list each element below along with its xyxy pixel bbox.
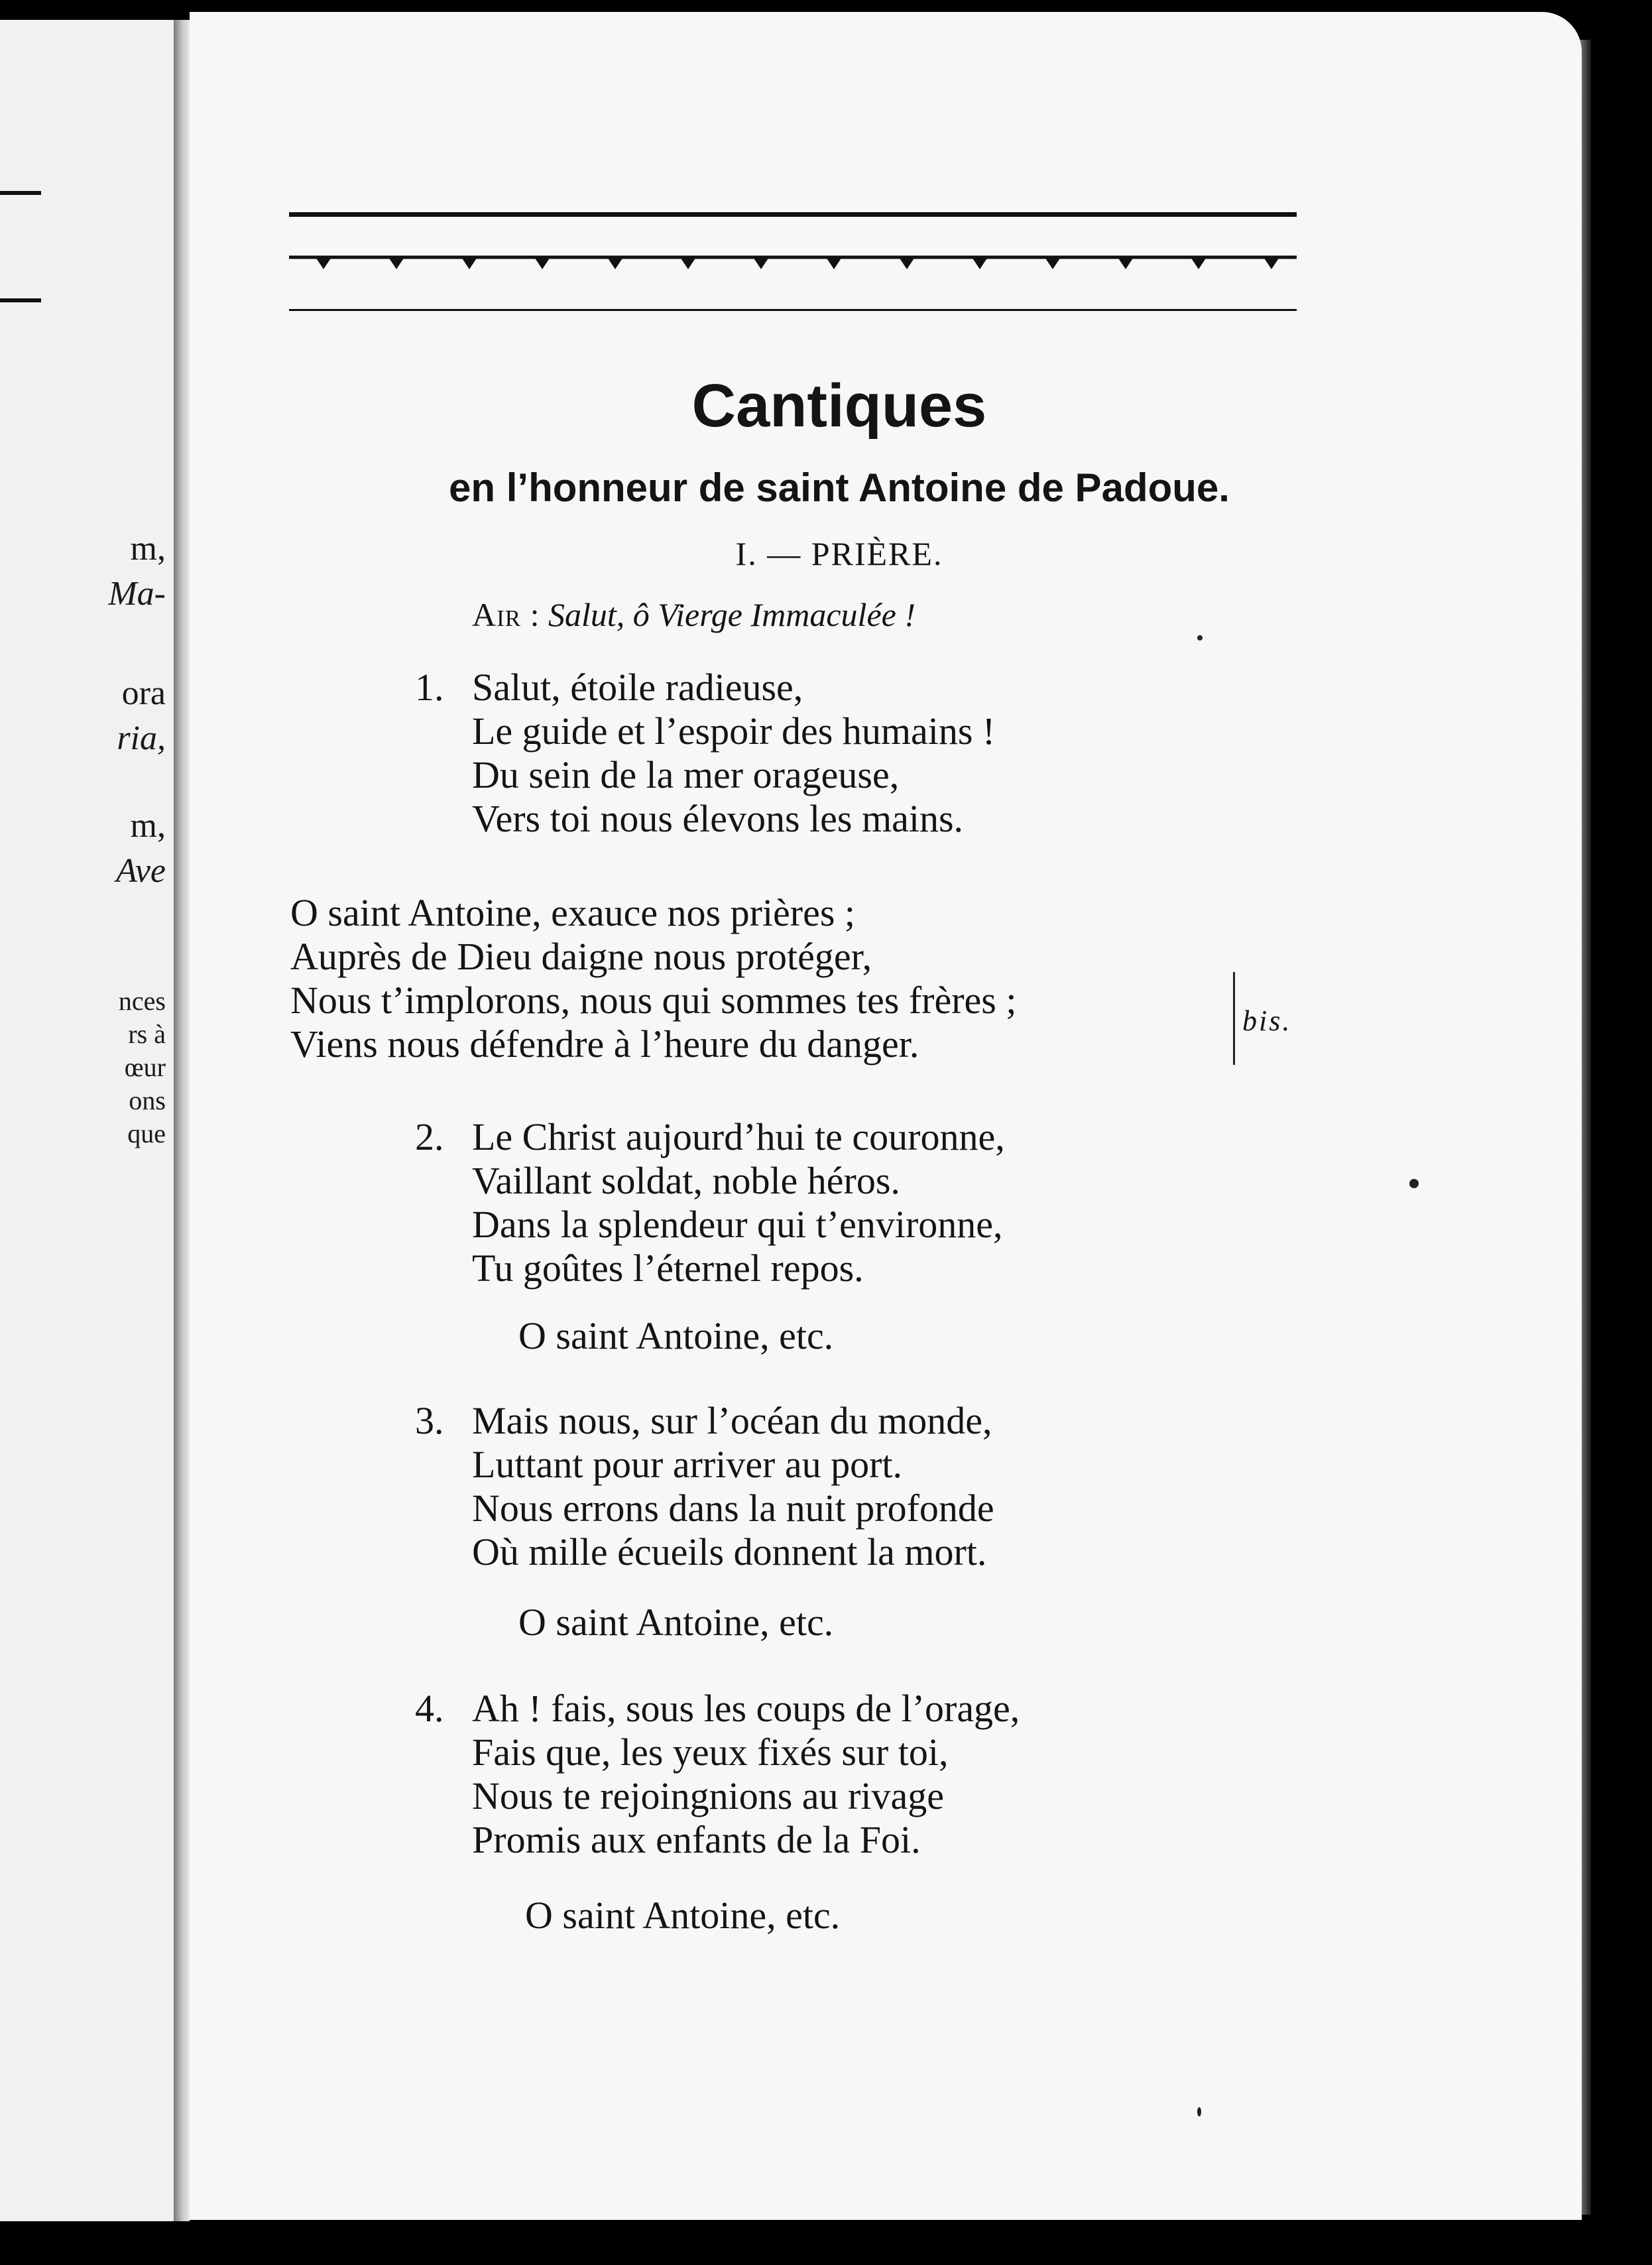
verse-line: Dans la splendeur qui t’environne, [472, 1203, 1003, 1246]
refrain-reference: O saint Antoine, etc. [525, 1894, 841, 1937]
verse-line: Du sein de la mer orageuse, [472, 753, 900, 796]
verse-line: Le guide et l’espoir des humains ! [472, 709, 996, 753]
air-tune: Salut, ô Vierge Immaculée ! [548, 596, 915, 633]
verse-line: Tu goûtes l’éternel repos. [472, 1247, 864, 1290]
stanza-number: 1. [415, 666, 444, 709]
paper-speck [1197, 2107, 1201, 2116]
stanza-number: 4. [415, 1687, 444, 1730]
verse-line: Nous errons dans la nuit profonde [472, 1487, 994, 1530]
book-gutter [174, 20, 190, 2221]
header-rule-top [289, 212, 1297, 217]
verse-line: Salut, étoile radieuse, [472, 666, 803, 709]
hymn-page [190, 12, 1582, 2220]
left-page-fragment: ria, [117, 719, 166, 757]
refrain-reference: O saint Antoine, etc. [518, 1314, 834, 1357]
ornament-border-icon [289, 243, 1297, 289]
verse-line: Fais que, les yeux fixés sur toi, [472, 1731, 949, 1774]
left-page-fragment: que [127, 1119, 166, 1148]
left-page-fragment: œur [124, 1052, 166, 1082]
air-label: Air : [472, 596, 540, 633]
paper-speck [1409, 1179, 1419, 1188]
paper-speck [1197, 635, 1203, 641]
left-page-fragment: ons [129, 1085, 166, 1115]
left-page-fragment: nces [118, 986, 166, 1016]
verse-line: Vaillant soldat, noble héros. [472, 1159, 900, 1202]
section-heading: I. — PRIÈRE. [735, 535, 943, 572]
left-page-fragment: Ma- [108, 575, 166, 613]
left-page-fragment: Ave [115, 852, 166, 890]
left-page-fragment: m, [130, 530, 166, 568]
stanza-number: 2. [415, 1115, 444, 1158]
header-rule-bottom [289, 309, 1297, 311]
verse-line: Promis aux enfants de la Foi. [472, 1818, 921, 1861]
refrain-line: Nous t’implorons, nous qui sommes tes frères ; [290, 979, 1017, 1022]
left-page-rule [0, 298, 41, 302]
page-title: Cantiques [691, 372, 987, 440]
stanza-number: 3. [415, 1399, 444, 1442]
refrain-line: Viens nous défendre à l’heure du danger. [290, 1022, 919, 1066]
refrain-line: Auprès de Dieu daigne nous protéger, [290, 935, 872, 978]
verse-line: Luttant pour arriver au port. [472, 1443, 903, 1486]
verse-line: Vers toi nous élevons les mains. [472, 797, 964, 840]
verse-line: Où mille écueils donnent la mort. [472, 1530, 987, 1573]
left-page-fragment: ora [121, 674, 166, 712]
verse-line: Ah ! fais, sous les coups de l’orage, [472, 1687, 1020, 1730]
page-subtitle: en l’honneur de saint Antoine de Padoue. [449, 465, 1230, 510]
repeat-bracket [1233, 972, 1235, 1065]
verse-line: Nous te rejoingnions au rivage [472, 1774, 944, 1817]
verse-line: Le Christ aujourd’hui te couronne, [472, 1115, 1005, 1158]
refrain-reference: O saint Antoine, etc. [518, 1601, 834, 1644]
left-page-edge [0, 20, 174, 2221]
left-page-rule [0, 191, 41, 195]
left-page-fragment: m, [130, 807, 166, 845]
repeat-mark: bis. [1242, 1005, 1292, 1037]
tune-indication [472, 598, 915, 631]
verse-line: Mais nous, sur l’océan du monde, [472, 1399, 992, 1442]
refrain-line: O saint Antoine, exauce nos prières ; [290, 891, 856, 934]
left-page-fragment: rs à [128, 1019, 166, 1049]
